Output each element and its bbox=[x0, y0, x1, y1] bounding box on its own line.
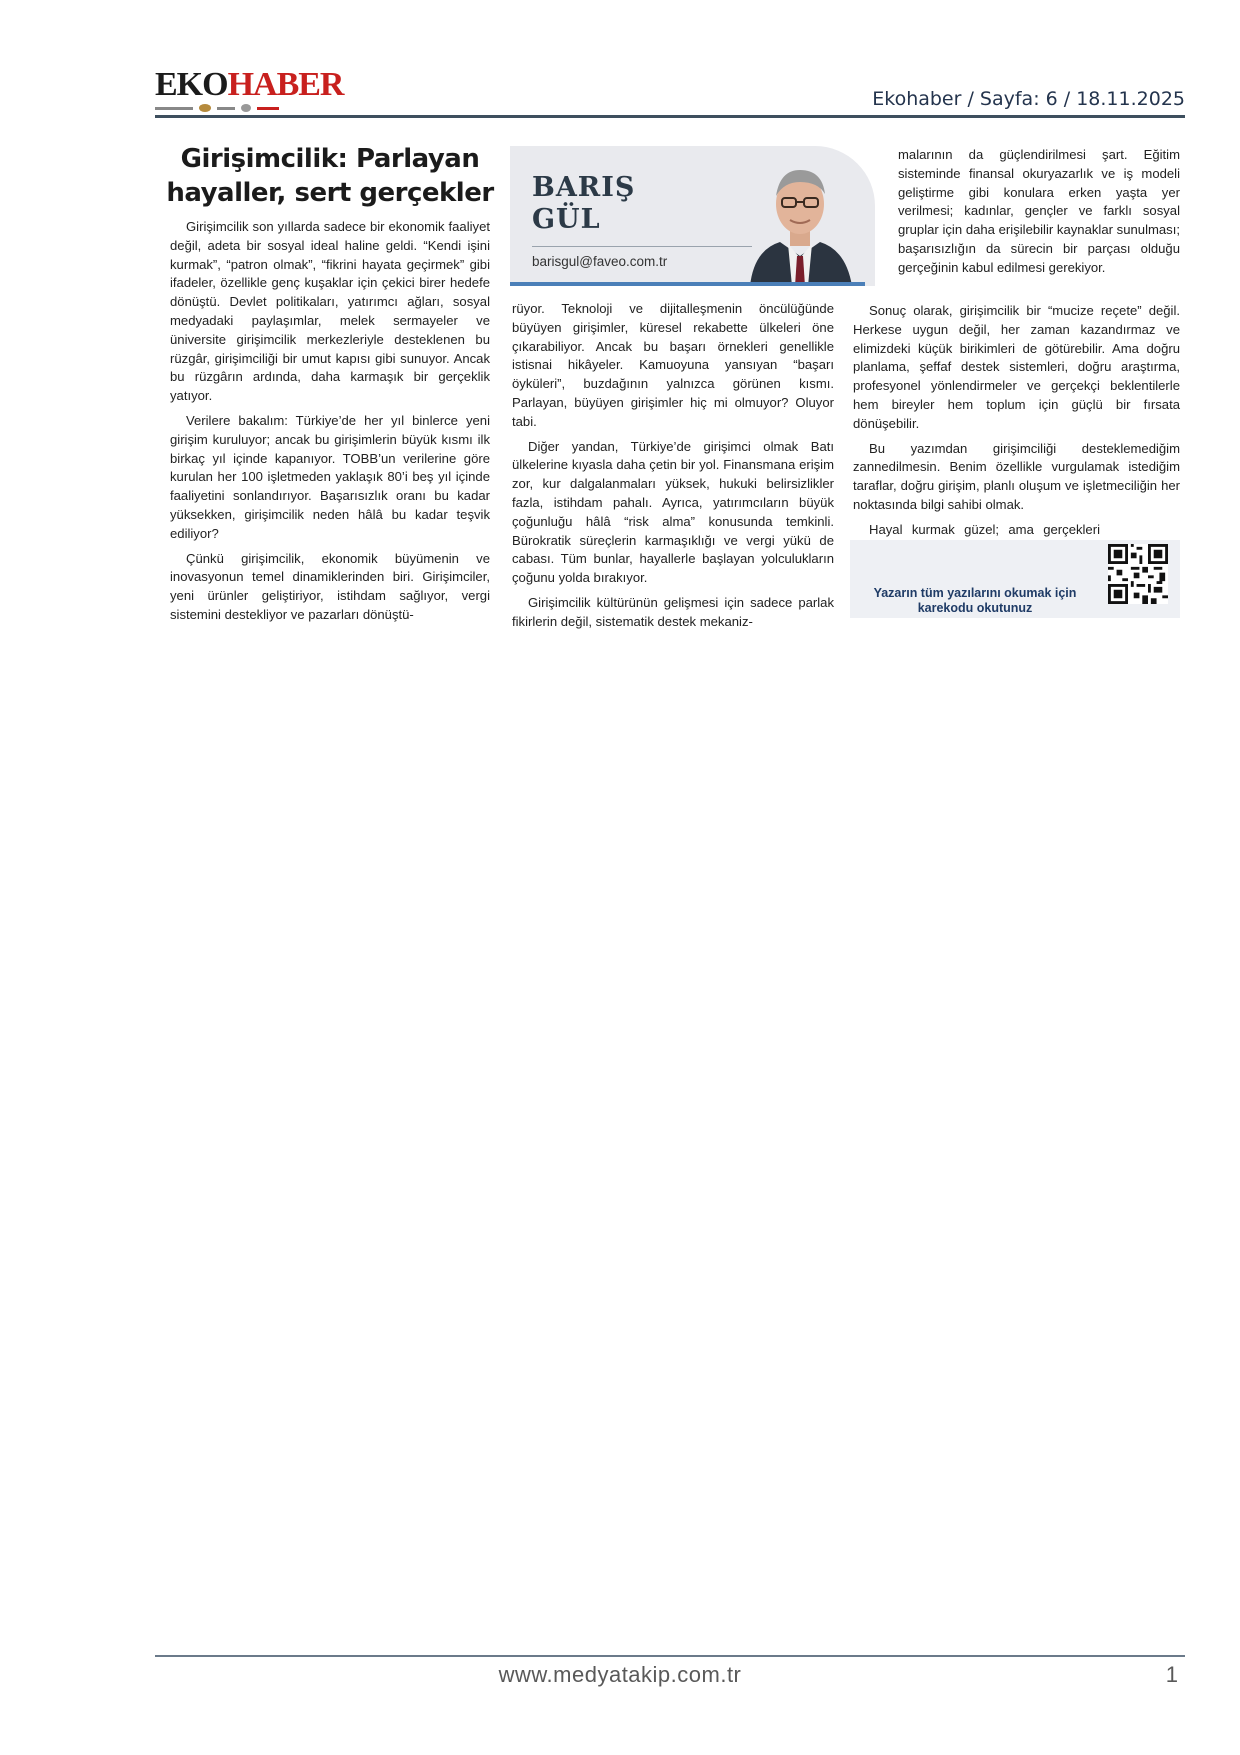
paragraph: Sonuç olarak, girişimcilik bir “mucize reçete” değil. Herkese uygun değil, her zaman kazandırmaz ve elimizdeki küçük birikimleri de götürebilir. Ama doğru planlama, şeffaf destek sistemleri, doğru araştırma, profesyonel yönlendirmeler ve gerçekçi beklentilerle hem bireyler hem toplum için güçlü bir fırsata dönüşebilir. bbox=[853, 303, 1180, 431]
author-last-name: GÜL bbox=[532, 204, 601, 235]
paragraph: rüyor. Teknoloji ve dijitalleşmenin öncülüğünde büyüyen girişimler, küresel rekabette ülkeleri öne çıkarabiliyor. Ancak bu başarı örnekleri genellikle istisnai hikâyeler. Kamuoyuna yansıyan “başarı öyküleri”, buzdağının yalnızca görünen kısmı. Parlayan, büyüyen girişimler hiç mi olmuyor? Oluyor tabi. bbox=[512, 301, 834, 429]
author-name bbox=[532, 172, 635, 236]
logo-eko: EKO bbox=[155, 66, 228, 103]
article-column-2 bbox=[512, 300, 834, 632]
qr-caption: Yazarın tüm yazılarını okumak için karekodu okutunuz bbox=[873, 586, 1077, 615]
paragraph: Hayal kurmak güzel; ama gerçekleri bbox=[869, 521, 1100, 537]
footer-url[interactable]: www.medyatakip.com.tr bbox=[498, 1662, 742, 1687]
newspaper-logo bbox=[155, 68, 344, 102]
author-email: barisgul@faveo.com.tr bbox=[532, 254, 668, 269]
page-header bbox=[155, 64, 1185, 118]
paragraph: Girişimcilik kültürünün gelişmesi için sadece parlak fikirlerin değil, sistematik destek mekaniz- bbox=[512, 594, 834, 629]
footer-divider bbox=[155, 1655, 1185, 1657]
header-divider bbox=[155, 115, 1185, 118]
paragraph: Diğer yandan, Türkiye’de girişimci olmak Batı ülkelerine kıyasla daha çetin bir yol. Finansmana erişim zor, kur dalgalanmaları yüksek, hukuki belirsizlikler fazla, istihdam pahalı. Ayrıca, yatırımcıların büyük çoğunluğu hâlâ “risk alma” konusunda temkinli. Bürokratik süreçlerin karmaşıklığı ve vergi yükü de cabası. Tüm bunlar, hayallerle başlayan yolculukların çoğunu yolda bırakıyor. bbox=[512, 438, 834, 586]
author-first-name: BARIŞ bbox=[532, 172, 636, 203]
byline-divider bbox=[532, 246, 752, 247]
publication-info: Ekohaber / Sayfa: 6 / 18.11.2025 bbox=[872, 88, 1185, 110]
page-number: 1 bbox=[1165, 1662, 1178, 1687]
paragraph: Girişimcilik son yıllarda sadece bir ekonomik faaliyet değil, adeta bir sosyal ideal haline geldi. “Kendi işini kurmak”, “patron olmak”, “fikrini hayata geçirmek” gibi ifadeler, özellikle genç kuşaklar için çekici birer hedefe dönüştü. Devlet politikaları, yatırımcı ağları, sosyal medyadaki paylaşımlar, melek sermayeler ve üniversite girişimcilik merkezleriyle desteklenen bu rüzgâr, girişimciliği bir umut kapısı gibi sunuyor. Ancak bu rüzgârın ardında, daha karmaşık bir gerçeklik yatıyor. bbox=[170, 219, 490, 404]
paragraph: Verilere bakalım: Türkiye’de her yıl binlerce yeni girişim kuruluyor; ancak bu girişimlerin büyük kısmı ilk birkaç yıl içinde kapanıyor. TOBB’un verilerine göre kurulan her 100 işletmeden yaklaşık 80’i beş yıl içinde faaliyetini sonlandırıyor. Başarısızlık oranı bu kadar yüksekken, girişimcilik neden hâlâ bu kadar teşvik ediliyor? bbox=[170, 412, 490, 541]
paragraph: Bu yazımdan girişimciliği desteklemediğim zannedilmesin. Benim özellikle vurgulamak istediğim taraflar, doğru girişim, planlı oluşum ve işletmeciliğin her noktasında bilgi sahibi olmak. bbox=[853, 440, 1180, 512]
article-headline: Girişimcilik: Parlayan hayaller, sert gerçekler bbox=[166, 144, 494, 208]
byline-accent-bar bbox=[510, 282, 865, 286]
article-column-1 bbox=[170, 218, 490, 625]
article-column-3-top bbox=[898, 146, 1180, 278]
author-byline bbox=[510, 146, 875, 286]
logo-decoration bbox=[155, 104, 300, 112]
article-column-3-bottom bbox=[853, 302, 1180, 577]
logo-haber: HABER bbox=[227, 66, 344, 103]
qr-code-box[interactable] bbox=[850, 540, 1180, 618]
qr-code-icon[interactable] bbox=[1108, 542, 1168, 606]
paragraph: Çünkü girişimcilik, ekonomik büyümenin ve inovasyonun temel dinamiklerinden biri. Girişimciler, yeni ürünler geliştiriyor, istihdam sağlıyor, vergi sistemini destekliyor ve pazarları dönüştü- bbox=[170, 550, 490, 622]
author-portrait-image bbox=[740, 146, 860, 286]
paragraph: malarının da güçlendirilmesi şart. Eğitim sisteminde finansal okuryazarlık ve iş modeli geliştirme gibi konulara erken yaşta yer verilmesi; kadınlar, gençler ve farklı sosyal gruplar için daha erişilebilir kaynaklar sunulması; başarısızlığın da sürecin bir parçası olduğu gerçeğinin kabul edilmesi gerekiyor. bbox=[898, 147, 1180, 275]
